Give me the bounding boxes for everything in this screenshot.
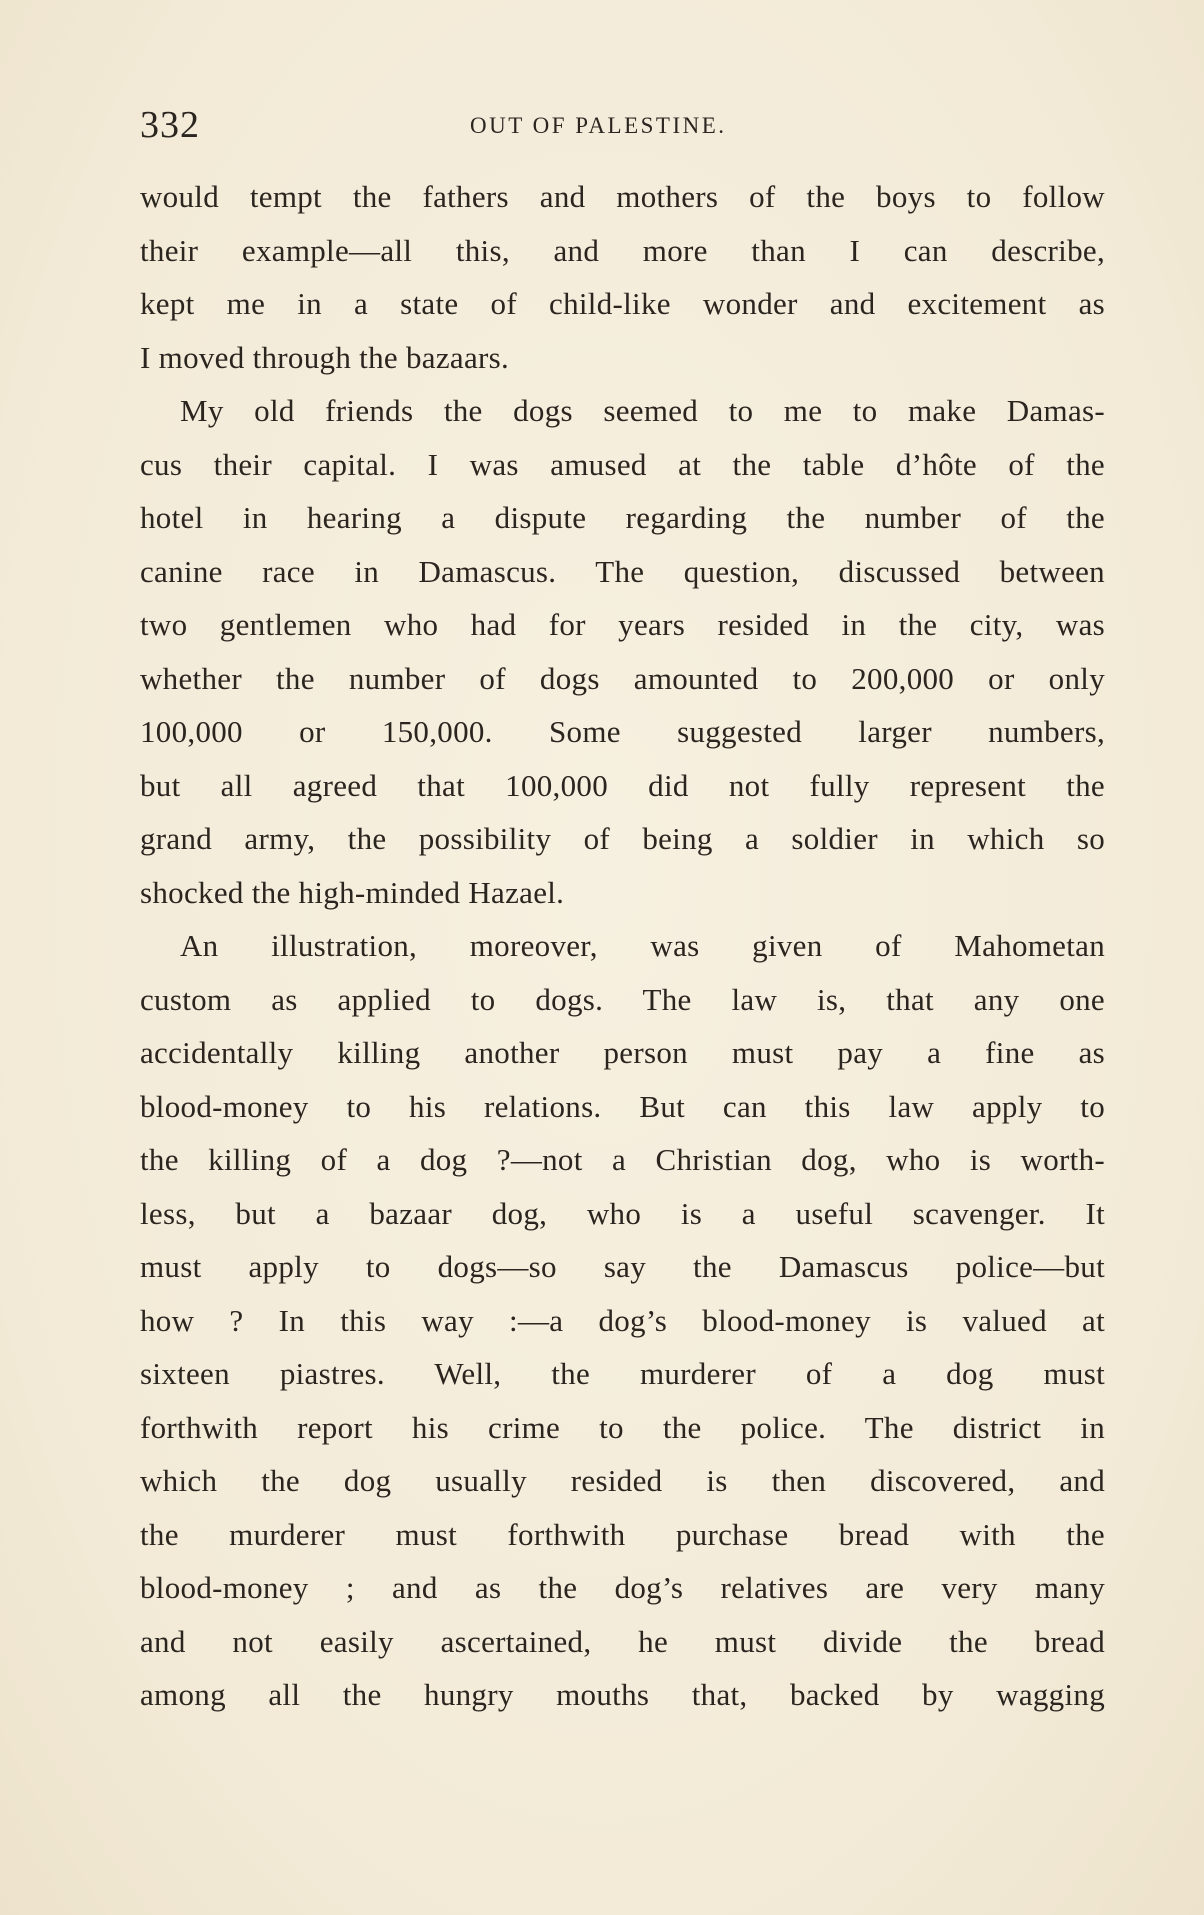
- text-line: would tempt the fathers and mothers of the boys to follow: [140, 179, 1105, 214]
- text-line: canine race in Damascus. The question, discussed between: [140, 553, 1105, 589]
- text-line: grand army, the possibility of being a soldier in which so: [140, 821, 1105, 856]
- text-line: which the dog usually resided is then discovered, and: [140, 1463, 1105, 1498]
- text-line: less, but a bazaar dog, who is a useful scavenger. It: [140, 1195, 1105, 1231]
- text-line: but all agreed that 100,000 did not fully represent the: [140, 767, 1105, 803]
- text-line: shocked the high-minded Hazael.: [140, 874, 565, 910]
- text-line: and not easily ascertained, he must divide the bread: [140, 1623, 1105, 1659]
- paragraph-start-line: My old friends the dogs seemed to me to make Damas-: [180, 393, 1105, 428]
- text-line: the murderer must forthwith purchase bread with the: [140, 1516, 1105, 1552]
- text-line: cus their capital. I was amused at the table d’hôte of the: [140, 446, 1105, 482]
- paragraph-start-line: An illustration, moreover, was given of Mahometan: [180, 928, 1105, 963]
- page-number: 332: [140, 104, 200, 146]
- text-line: hotel in hearing a dispute regarding the number of the: [140, 500, 1105, 535]
- body-text: [140, 170, 1105, 1722]
- text-line: must apply to dogs—so say the Damascus police—but: [140, 1249, 1105, 1284]
- text-line: blood-money to his relations. But can this law apply to: [140, 1088, 1105, 1124]
- text-line: blood-money ; and as the dog’s relatives are very many: [140, 1570, 1105, 1605]
- text-line: sixteen piastres. Well, the murderer of a dog must: [140, 1356, 1105, 1391]
- text-line: their example—all this, and more than I can describe,: [140, 232, 1105, 268]
- text-line: two gentlemen who had for years resided in the city, was: [140, 607, 1105, 642]
- text-line: kept me in a state of child-like wonder and excitement as: [140, 286, 1105, 321]
- text-line: forthwith report his crime to the police. The district in: [140, 1409, 1105, 1445]
- text-line: whether the number of dogs amounted to 200,000 or only: [140, 660, 1105, 696]
- text-line: how ? In this way :—a dog’s blood-money is valued at: [140, 1302, 1105, 1338]
- text-line: 100,000 or 150,000. Some suggested larger numbers,: [140, 714, 1105, 749]
- text-line: among all the hungry mouths that, backed by wagging: [140, 1677, 1105, 1712]
- text-line: custom as applied to dogs. The law is, that any one: [140, 981, 1105, 1017]
- running-head: [140, 100, 1105, 150]
- text-line: I moved through the bazaars.: [140, 339, 510, 375]
- text-line: the killing of a dog ?—not a Christian dog, who is worth-: [140, 1142, 1105, 1177]
- text-line: accidentally killing another person must pay a fine as: [140, 1035, 1105, 1070]
- running-title: OUT OF PALESTINE.: [470, 113, 727, 138]
